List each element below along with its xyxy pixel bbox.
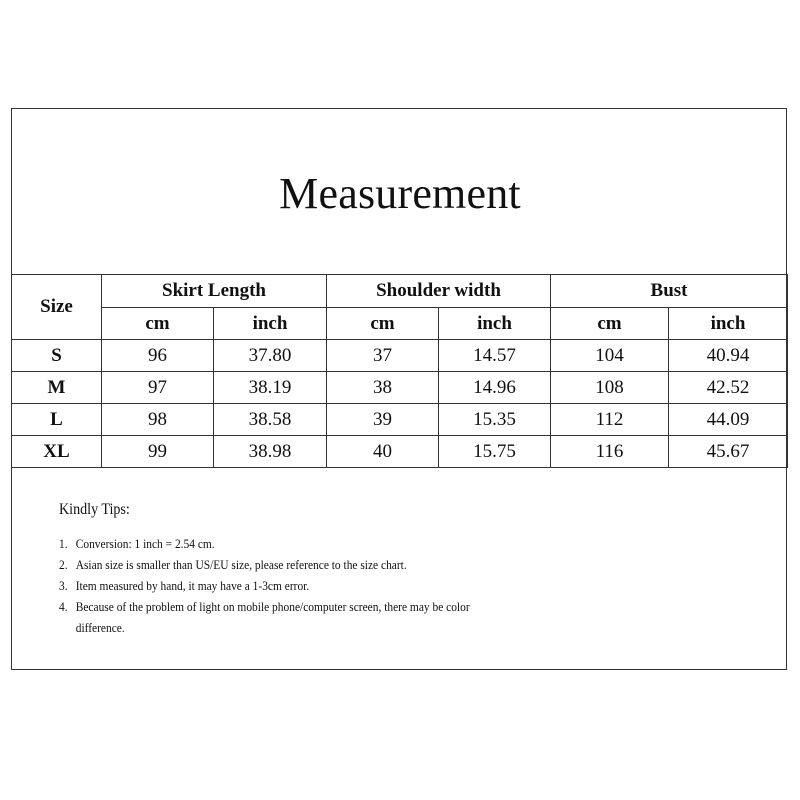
table-cell: 38.58 — [214, 404, 327, 436]
tip-text: Asian size is smaller than US/EU size, please reference to the size chart. — [75, 557, 407, 572]
table-cell: 108 — [551, 372, 669, 404]
list-number: 4. — [59, 599, 68, 614]
unit-header: inch — [669, 308, 788, 340]
table-row — [12, 404, 788, 436]
list-number: 3. — [59, 578, 68, 593]
table-row — [12, 340, 788, 372]
table-unit-row — [12, 308, 788, 340]
size-cell: S — [12, 340, 102, 372]
table-cell: 42.52 — [669, 372, 788, 404]
unit-header: cm — [551, 308, 669, 340]
list-item — [59, 596, 473, 638]
table-cell: 15.75 — [439, 436, 551, 468]
table-cell: 104 — [551, 340, 669, 372]
table-cell: 96 — [102, 340, 214, 372]
table-cell: 39 — [327, 404, 439, 436]
table-cell: 38 — [327, 372, 439, 404]
table-cell: 112 — [551, 404, 669, 436]
table-cell: 14.96 — [439, 372, 551, 404]
table-header-row — [12, 275, 788, 308]
unit-header: cm — [327, 308, 439, 340]
list-item — [59, 533, 473, 554]
page-title: Measurement — [279, 169, 521, 218]
unit-header: cm — [102, 308, 214, 340]
size-cell: L — [12, 404, 102, 436]
table-cell: 40 — [327, 436, 439, 468]
column-group-header: Bust — [551, 275, 788, 308]
list-item — [59, 575, 473, 596]
list-number: 1. — [59, 536, 68, 551]
unit-header: inch — [214, 308, 327, 340]
tips-title: Kindly Tips: — [59, 501, 130, 518]
column-group-header: Shoulder width — [327, 275, 551, 308]
table-cell: 15.35 — [439, 404, 551, 436]
table-row — [12, 372, 788, 404]
table-cell: 38.98 — [214, 436, 327, 468]
table-cell: 45.67 — [669, 436, 788, 468]
tip-text: Item measured by hand, it may have a 1-3cm error. — [75, 578, 310, 593]
table-cell: 44.09 — [669, 404, 788, 436]
tips-list — [59, 533, 473, 638]
tip-text: Conversion: 1 inch = 2.54 cm. — [75, 536, 215, 551]
table-cell: 37.80 — [214, 340, 327, 372]
table-cell: 40.94 — [669, 340, 788, 372]
table-cell: 37 — [327, 340, 439, 372]
size-cell: M — [12, 372, 102, 404]
list-item — [59, 554, 473, 575]
table-cell: 98 — [102, 404, 214, 436]
table-cell: 14.57 — [439, 340, 551, 372]
list-number: 2. — [59, 557, 68, 572]
tip-text: Because of the problem of light on mobile phone/computer screen, there may be color difference. — [75, 599, 470, 635]
table-cell: 99 — [102, 436, 214, 468]
table-row — [12, 436, 788, 468]
unit-header: inch — [439, 308, 551, 340]
table-cell: 116 — [551, 436, 669, 468]
column-group-header: Skirt Length — [102, 275, 327, 308]
size-header: Size — [12, 275, 102, 340]
size-cell: XL — [12, 436, 102, 468]
table-cell: 38.19 — [214, 372, 327, 404]
table-cell: 97 — [102, 372, 214, 404]
size-table — [11, 274, 788, 468]
